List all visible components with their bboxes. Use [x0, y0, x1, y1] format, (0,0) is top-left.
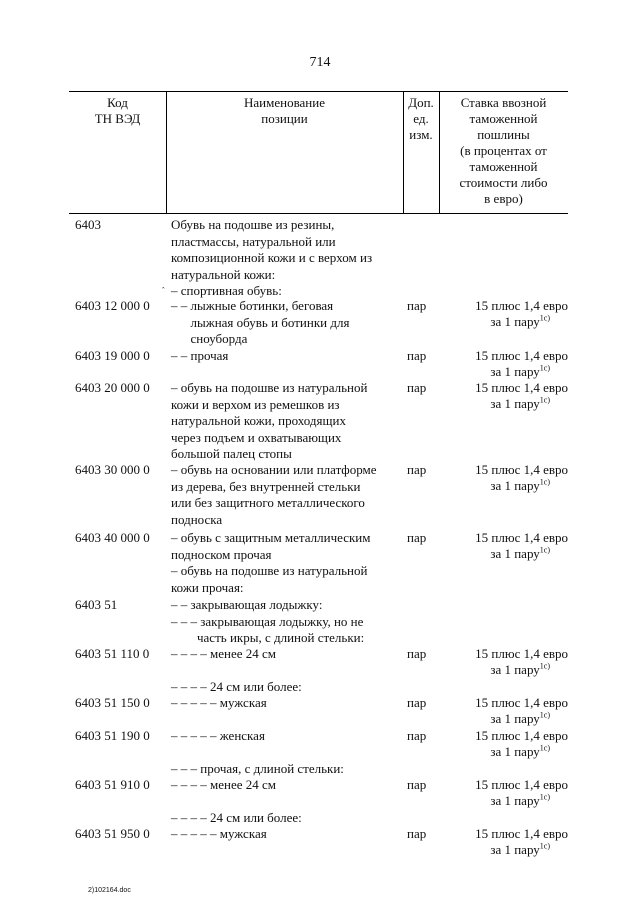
row-code: 6403 19 000 0: [75, 348, 150, 363]
row-name-line: – – – – менее 24 см: [171, 777, 276, 792]
row-name-line: – – – – – мужская: [171, 826, 267, 841]
table-header-rule: [69, 213, 568, 214]
header-rate-line: (в процентах от: [460, 143, 547, 158]
footer-filename: 2)102164.doc: [88, 887, 131, 894]
row-unit: пар: [407, 462, 427, 477]
row-rate-line-1: 15 плюс 1,4 евро: [475, 462, 568, 477]
row-rate-line-1: 15 плюс 1,4 евро: [475, 646, 568, 661]
row-code: 6403 30 000 0: [75, 462, 150, 477]
page-number: 714: [309, 55, 331, 70]
header-rate-line: таможенной: [469, 111, 538, 126]
row-rate-line-1: 15 плюс 1,4 евро: [475, 695, 568, 710]
row-rate-line-1: 15 плюс 1,4 евро: [475, 380, 568, 395]
row-unit: пар: [407, 695, 427, 710]
row-rate: [446, 826, 568, 857]
row-name-line: через подъем и охватывающих: [171, 429, 342, 445]
row-name-line: – обувь на основании или платформе: [171, 462, 377, 477]
row-name-line: Обувь на подошве из резины,: [171, 217, 335, 232]
row-rate-unit-text: за 1 пару: [490, 793, 540, 808]
row-rate-line-2: [446, 744, 568, 759]
header-unit-line: Доп.: [408, 95, 434, 110]
row-name-line: кожи и верхом из ремешков из: [171, 396, 340, 412]
row-rate-footnote: 1с): [539, 661, 550, 671]
row-rate-line-2: [446, 842, 568, 857]
row-rate-unit-text: за 1 пару: [490, 396, 540, 411]
row-code: 6403 51 190 0: [75, 728, 150, 743]
row-rate-line-1: 15 плюс 1,4 евро: [475, 826, 568, 841]
row-rate-line-2: [446, 396, 568, 411]
row-unit: пар: [407, 728, 427, 743]
row-name-line: кожи прочая:: [171, 579, 244, 595]
row-rate-line-1: 15 плюс 1,4 евро: [475, 530, 568, 545]
header-name-line: позиции: [261, 111, 308, 126]
row-code: 6403 51 910 0: [75, 777, 150, 792]
row-rate-unit-text: за 1 пару: [490, 662, 540, 677]
row-name-line: – – – – – мужская: [171, 695, 267, 710]
row-rate-footnote: 1с): [539, 477, 550, 487]
row-name-line: – обувь на подошве из натуральной: [171, 563, 368, 578]
row-name-line: – – – закрывающая лодыжку, но не: [171, 613, 364, 629]
row-name-line: – – закрывающая лодыжку:: [171, 597, 323, 612]
row-unit: пар: [407, 826, 427, 841]
row-rate-unit-text: за 1 пару: [490, 546, 540, 561]
row-rate-footnote: 1с): [539, 792, 550, 802]
row-name-line: – – – – менее 24 см: [171, 646, 276, 661]
row-rate-line-2: [446, 364, 568, 379]
row-name-line: композиционной кожи и с верхом из: [171, 250, 373, 265]
row-rate-footnote: 1с): [539, 363, 550, 373]
header-code-line: Код: [107, 95, 128, 110]
row-rate-line-2: [446, 478, 568, 493]
row-rate-unit-text: за 1 пару: [490, 744, 540, 759]
row-unit: пар: [407, 298, 427, 313]
row-rate-line-1: 15 плюс 1,4 евро: [475, 728, 568, 743]
row-rate-line-2: [446, 546, 568, 561]
row-rate-unit-text: за 1 пару: [490, 478, 540, 493]
row-code: 6403 51 950 0: [75, 826, 150, 841]
row-name-line: – обувь с защитным металлическим: [171, 530, 371, 545]
row-code: 6403 12 000 0: [75, 298, 150, 313]
row-unit: пар: [407, 777, 427, 792]
header-name: [166, 95, 403, 127]
row-rate-footnote: 1с): [539, 395, 550, 405]
row-rate-unit-text: за 1 пару: [490, 364, 540, 379]
row-rate-line-2: [446, 793, 568, 808]
row-rate-footnote: 1с): [539, 710, 550, 720]
row-code: 6403 40 000 0: [75, 530, 150, 545]
header-rate-line: стоимости либо: [459, 175, 548, 190]
header-name-line: Наименование: [244, 95, 325, 110]
header-code: [69, 95, 166, 127]
row-rate: [446, 462, 568, 493]
header-unit: [403, 95, 439, 143]
row-rate: [446, 530, 568, 561]
row-rate-line-1: 15 плюс 1,4 евро: [475, 348, 568, 363]
row-rate: [446, 380, 568, 411]
row-name-line: – – – – 24 см или более:: [171, 810, 302, 825]
row-name-line: – – лыжные ботинки, беговая: [171, 298, 334, 313]
row-name-line: – обувь на подошве из натуральной: [171, 380, 368, 395]
row-unit: пар: [407, 380, 427, 395]
row-code: 6403 51: [75, 597, 118, 612]
row-name-line: лыжная обувь и ботинки для: [171, 314, 350, 330]
header-rate: [439, 95, 568, 207]
row-name-line: – – – – 24 см или более:: [171, 679, 302, 694]
row-rate-unit-text: за 1 пару: [490, 842, 540, 857]
row-code: 6403: [75, 217, 101, 232]
row-rate: [446, 777, 568, 808]
header-rate-line: Ставка ввозной: [460, 95, 547, 110]
row-rate-footnote: 1с): [539, 545, 550, 555]
header-rate-line: в евро): [484, 191, 523, 206]
header-unit-line: ед.: [413, 111, 429, 126]
row-name-line: – – – прочая, с длиной стельки:: [171, 761, 344, 776]
row-rate: [446, 728, 568, 759]
row-rate-line-2: [446, 662, 568, 677]
row-rate: [446, 695, 568, 726]
row-rate-footnote: 1с): [539, 313, 550, 323]
row-name-line: – – – – – женская: [171, 728, 265, 743]
row-rate-unit-text: за 1 пару: [490, 314, 540, 329]
row-name-line: натуральной кожи, проходящих: [171, 413, 346, 428]
row-rate-line-2: [446, 711, 568, 726]
row-unit: пар: [407, 530, 427, 545]
header-unit-line: изм.: [409, 127, 433, 142]
header-rate-line: таможенной: [469, 159, 538, 174]
margin-mark: ˆ: [162, 286, 165, 295]
row-rate: [446, 298, 568, 329]
row-name-line: из дерева, без внутренней стельки: [171, 478, 361, 494]
row-name-line: подноском прочая: [171, 546, 272, 562]
row-rate-unit-text: за 1 пару: [490, 711, 540, 726]
row-code: 6403 51 110 0: [75, 646, 150, 661]
header-code-line: ТН ВЭД: [94, 111, 141, 126]
row-name-line: или без защитного металлического: [171, 495, 365, 510]
row-name-line: пластмассы, натуральной или: [171, 233, 336, 249]
row-name-line: сноуборда: [171, 331, 248, 346]
row-rate-line-1: 15 плюс 1,4 евро: [475, 298, 568, 313]
row-name-line: – – прочая: [171, 348, 229, 363]
row-rate-line-1: 15 плюс 1,4 евро: [475, 777, 568, 792]
row-name-line: большой палец стопы: [171, 446, 292, 461]
header-rate-line: пошлины: [477, 127, 530, 142]
row-name-line: натуральной кожи:: [171, 266, 276, 282]
row-name-line: – спортивная обувь:: [171, 283, 282, 298]
row-rate: [446, 646, 568, 677]
row-rate-footnote: 1с): [539, 841, 550, 851]
table-top-rule: [69, 91, 568, 92]
row-unit: пар: [407, 348, 427, 363]
row-rate-footnote: 1с): [539, 743, 550, 753]
row-rate: [446, 348, 568, 379]
row-code: 6403 51 150 0: [75, 695, 150, 710]
row-unit: пар: [407, 646, 427, 661]
row-name-line: подноска: [171, 511, 223, 527]
row-rate-line-2: [446, 314, 568, 329]
row-code: 6403 20 000 0: [75, 380, 150, 395]
row-name-line: часть икры, с длиной стельки:: [171, 630, 365, 645]
